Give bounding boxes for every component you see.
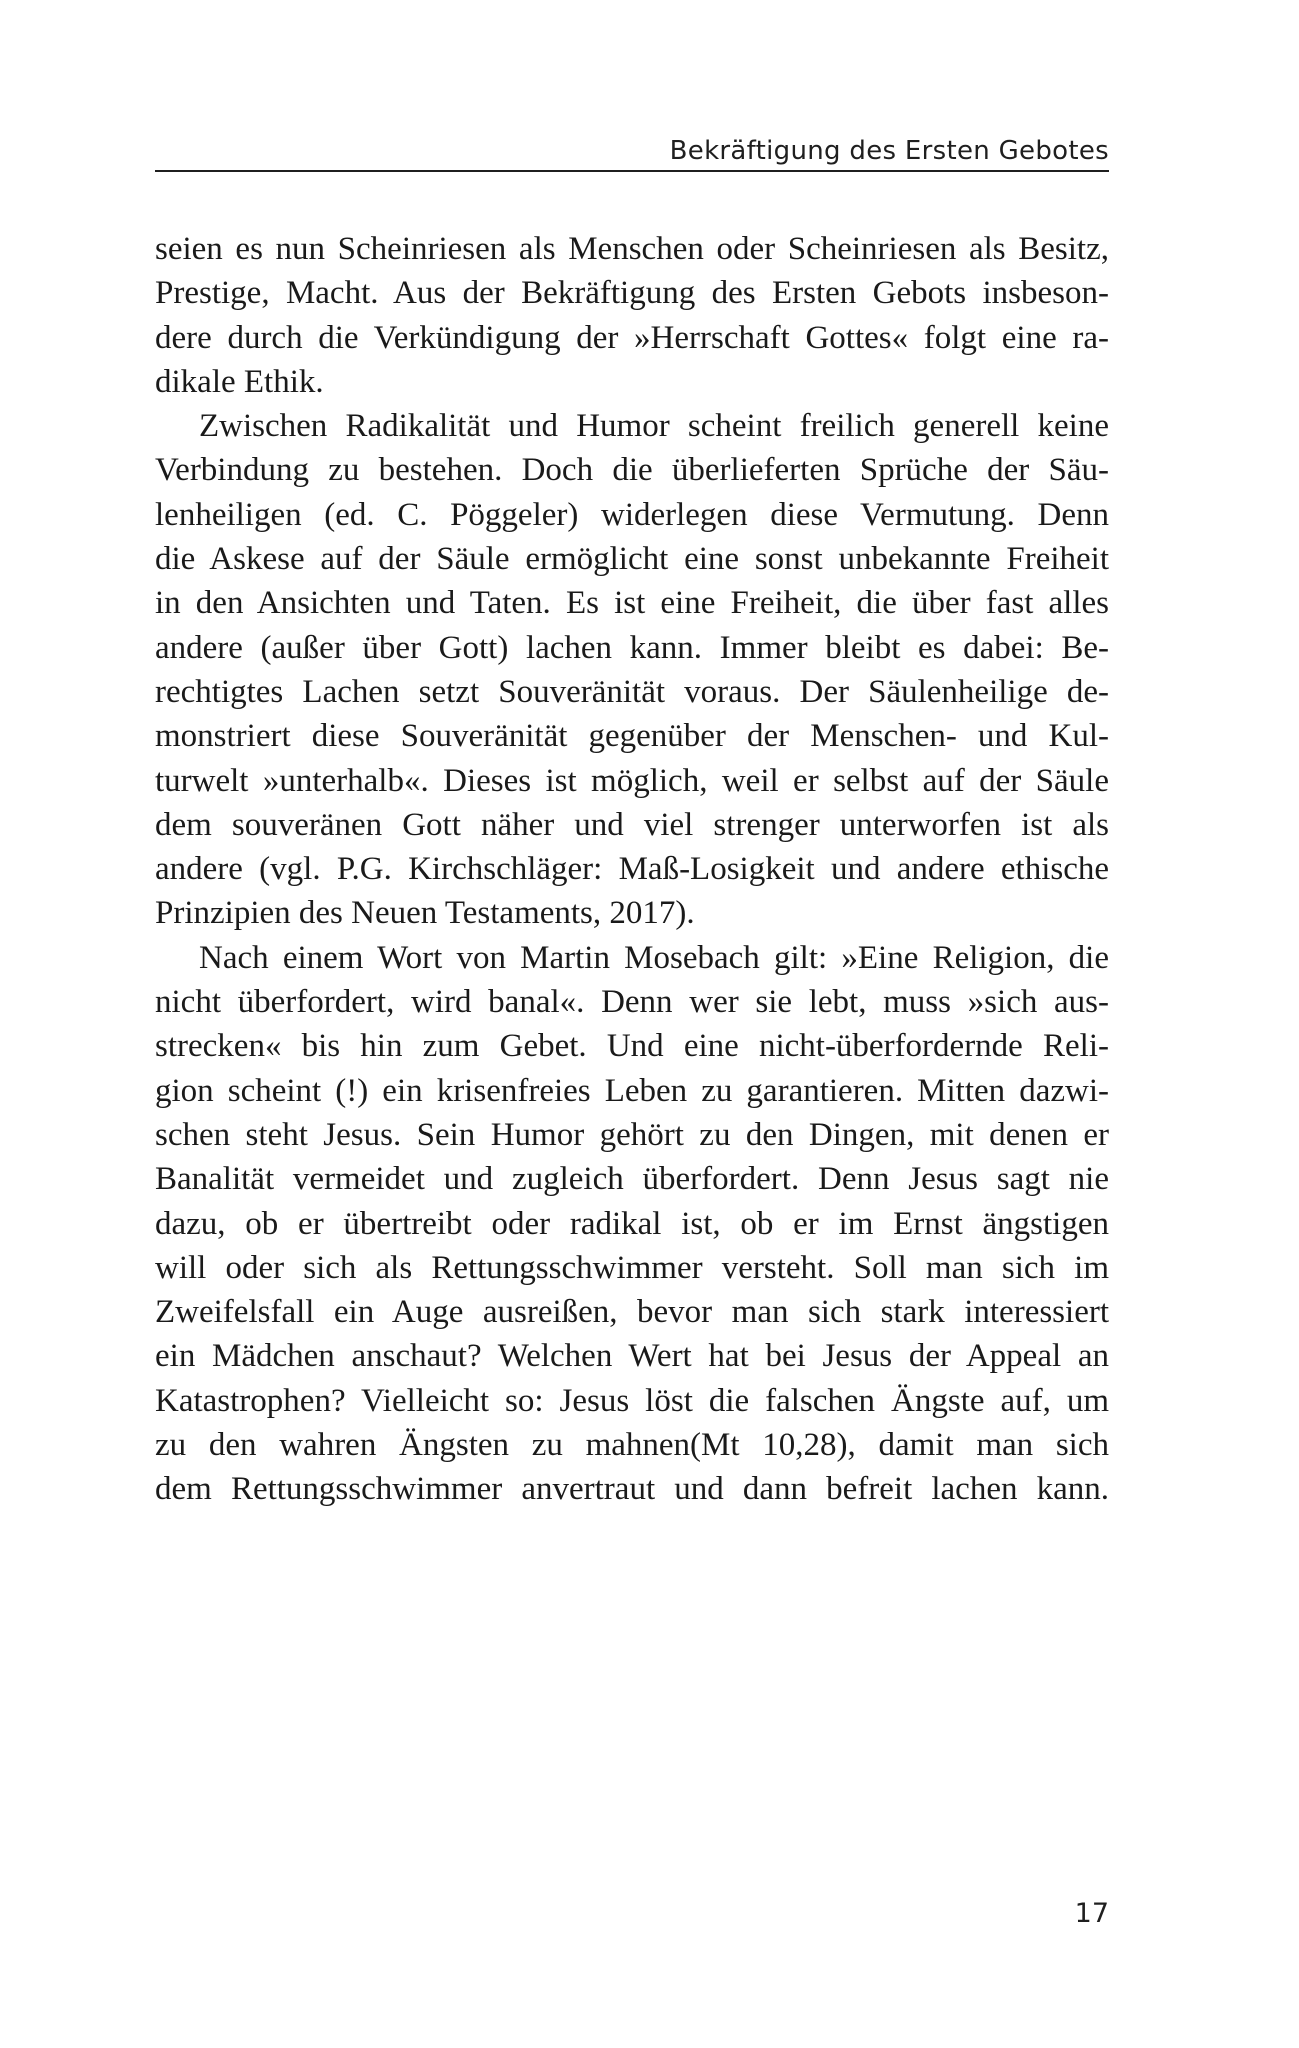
running-head: Bekräftigung des Ersten Gebotes (669, 136, 1109, 166)
text-line: Zweifelsfall ein Auge ausreißen, bevor man sich stark interessiert (155, 1294, 1109, 1331)
text-line: Nach einem Wort von Martin Mosebach gilt: »Eine Religion, die (199, 939, 1109, 976)
text-line: will oder sich als Rettungsschwimmer versteht. Soll man sich im (155, 1249, 1109, 1286)
body-text (155, 227, 1109, 1512)
text-line: Prinzipien des Neuen Testaments, 2017). (155, 895, 695, 932)
text-line: seien es nun Scheinriesen als Menschen oder Scheinriesen als Besitz, (155, 231, 1109, 267)
page-number: 17 (1074, 1898, 1109, 1929)
text-line: lenheiligen (ed. C. Pöggeler) widerlegen diese Vermutung. Denn (155, 496, 1109, 533)
text-line: monstriert diese Souveränität gegenüber der Menschen- und Kul- (155, 718, 1109, 755)
text-line: Katastrophen? Vielleicht so: Jesus löst die falschen Ängste auf, um (155, 1382, 1109, 1419)
text-line: rechtigtes Lachen setzt Souveränität voraus. Der Säulenheilige de- (155, 673, 1109, 710)
text-line: dikale Ethik. (155, 363, 324, 400)
text-line: Banalität vermeidet und zugleich überfordert. Denn Jesus sagt nie (155, 1161, 1109, 1198)
text-line: ein Mädchen anschaut? Welchen Wert hat bei Jesus der Appeal an (155, 1338, 1109, 1375)
text-line: die Askese auf der Säule ermöglicht eine sonst unbekannte Freiheit (155, 541, 1109, 578)
text-line: zu den wahren Ängsten zu mahnen(Mt 10,28), damit man sich (155, 1427, 1109, 1464)
text-line: dazu, ob er übertreibt oder radikal ist, ob er im Ernst ängstigen (155, 1205, 1109, 1242)
text-line: turwelt »unterhalb«. Dieses ist möglich, weil er selbst auf der Säule (155, 762, 1109, 799)
text-line: dem Rettungsschwimmer anvertraut und dann befreit lachen kann. (155, 1471, 1109, 1508)
text-line: schen steht Jesus. Sein Humor gehört zu den Dingen, mit denen er (155, 1116, 1109, 1153)
text-line: gion scheint (!) ein krisenfreies Leben zu garantieren. Mitten dazwi- (155, 1072, 1109, 1109)
text-line: in den Ansichten und Taten. Es ist eine Freiheit, die über fast alles (155, 585, 1109, 622)
header-rule (155, 170, 1109, 172)
text-line: dere durch die Verkündigung der »Herrschaft Gottes« folgt eine ra- (155, 319, 1109, 356)
text-line: andere (außer über Gott) lachen kann. Immer bleibt es dabei: Be- (155, 629, 1109, 666)
text-line: dem souveränen Gott näher und viel strenger unterworfen ist als (155, 806, 1109, 843)
text-line: Zwischen Radikalität und Humor scheint freilich generell keine (199, 408, 1109, 445)
text-line: andere (vgl. P.G. Kirchschläger: Maß-Losigkeit und andere ethische (155, 851, 1109, 888)
text-line: Prestige, Macht. Aus der Bekräftigung des Ersten Gebots insbeson- (155, 275, 1109, 312)
text-line: nicht überfordert, wird banal«. Denn wer sie lebt, muss »sich aus- (155, 984, 1109, 1021)
text-line: Verbindung zu bestehen. Doch die überlieferten Sprüche der Säu- (155, 452, 1109, 489)
text-line: strecken« bis hin zum Gebet. Und eine nicht-überfordernde Reli- (155, 1028, 1109, 1065)
